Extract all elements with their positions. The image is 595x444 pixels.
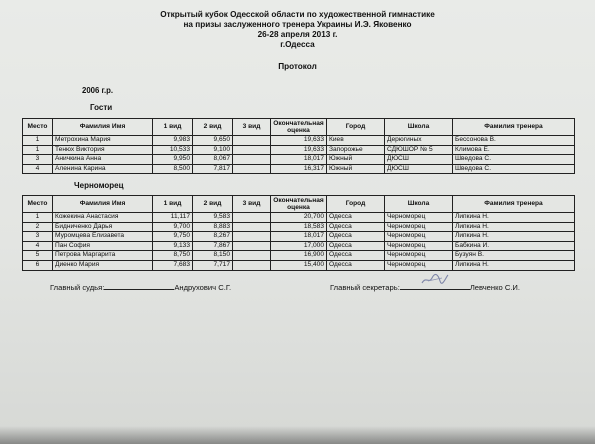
col-vid-3-cell (233, 155, 271, 165)
col-city-header: Город (327, 196, 385, 213)
judge-signature-blank (104, 282, 174, 290)
col-place-header: Место (23, 119, 53, 136)
secretary-label: Главный секретарь: (330, 283, 400, 292)
col-coach-cell: Бабкина И. (453, 241, 575, 251)
col-total-cell: 16,317 (271, 164, 327, 174)
col-vid-1-cell: 9,750 (153, 232, 193, 242)
col-city-cell: Запорожье (327, 145, 385, 155)
col-vid-2-cell: 7,717 (193, 260, 233, 270)
col-coach-cell: Липкина Н. (453, 213, 575, 223)
col-vid-2-cell: 9,100 (193, 145, 233, 155)
col-vid-3-cell (233, 251, 271, 261)
col-vid-2-cell: 9,583 (193, 213, 233, 223)
header-line-2: на призы заслуженного тренера Украины И.Э. Яковенко (183, 20, 412, 29)
col-place-cell: 6 (23, 260, 53, 270)
col-coach-cell: Липкина Н. (453, 232, 575, 242)
col-school-cell: Черноморец (385, 213, 453, 223)
header-line-1: Открытый кубок Одесской области по художественной гимнастике (160, 10, 435, 19)
col-vid-1-cell: 7,683 (153, 260, 193, 270)
col-city-header: Город (327, 119, 385, 136)
col-city-cell: Одесса (327, 260, 385, 270)
col-vid-2-header: 2 вид (193, 196, 233, 213)
col-total-cell: 18,017 (271, 232, 327, 242)
col-place-cell: 4 (23, 164, 53, 174)
document-header (0, 10, 595, 50)
table-header-row (23, 119, 575, 136)
col-total-cell: 18,017 (271, 155, 327, 165)
results-table-guests (22, 118, 575, 174)
col-name-cell: Петрова Маргарита (53, 251, 153, 261)
table-row (23, 241, 575, 251)
table-row (23, 251, 575, 261)
col-coach-header: Фамилия тренера (453, 119, 575, 136)
col-vid-1-cell: 11,117 (153, 213, 193, 223)
col-school-cell: Черноморец (385, 251, 453, 261)
col-coach-cell: Липкина Н. (453, 222, 575, 232)
col-name-cell: Муромцева Елизавета (53, 232, 153, 242)
col-vid-2-cell: 8,150 (193, 251, 233, 261)
table-row (23, 155, 575, 165)
col-place-cell: 1 (23, 145, 53, 155)
col-name-cell: Аничкина Анна (53, 155, 153, 165)
col-name-cell: Диенко Мария (53, 260, 153, 270)
col-vid-2-cell: 9,650 (193, 136, 233, 146)
col-vid-3-header: 3 вид (233, 196, 271, 213)
col-place-cell: 2 (23, 222, 53, 232)
col-place-cell: 1 (23, 136, 53, 146)
col-name-cell: Бидниченко Дарья (53, 222, 153, 232)
secretary-name: Левченко С.И. (469, 283, 521, 292)
col-vid-3-cell (233, 222, 271, 232)
table-row (23, 213, 575, 223)
col-vid-3-cell (233, 232, 271, 242)
col-vid-1-cell: 8,500 (153, 164, 193, 174)
col-vid-2-header: 2 вид (193, 119, 233, 136)
col-coach-cell: Бессонова В. (453, 136, 575, 146)
col-city-cell: Киев (327, 136, 385, 146)
col-total-cell: 20,700 (271, 213, 327, 223)
results-table-chernomorets (22, 195, 575, 271)
col-place-cell: 5 (23, 251, 53, 261)
judge-name: Андрухович С.Г. (174, 283, 232, 292)
col-coach-cell: Климова Е. (453, 145, 575, 155)
table-row (23, 136, 575, 146)
col-place-cell: 4 (23, 241, 53, 251)
table-row (23, 222, 575, 232)
col-coach-cell: Липкина Н. (453, 260, 575, 270)
col-total-cell: 19,633 (271, 145, 327, 155)
protocol-title: Протокол (278, 62, 317, 71)
col-name-cell: Метрохина Мария (53, 136, 153, 146)
col-city-cell: Одесса (327, 222, 385, 232)
header-line-4: г.Одесса (280, 40, 315, 49)
col-coach-cell: Шведова С. (453, 164, 575, 174)
col-name-cell: Тенюх Виктория (53, 145, 153, 155)
col-name-header: Фамилия Имя (53, 196, 153, 213)
col-school-cell: СДЮШОР № 5 (385, 145, 453, 155)
table-row (23, 164, 575, 174)
col-vid-1-header: 1 вид (153, 196, 193, 213)
col-school-cell: Черноморец (385, 260, 453, 270)
col-vid-2-cell: 8,067 (193, 155, 233, 165)
col-city-cell: Одесса (327, 241, 385, 251)
col-coach-cell: Шведова С. (453, 155, 575, 165)
col-vid-1-cell: 9,983 (153, 136, 193, 146)
col-place-cell: 1 (23, 213, 53, 223)
col-total-cell: 19,633 (271, 136, 327, 146)
col-school-cell: Черноморец (385, 222, 453, 232)
col-total-cell: 17,000 (271, 241, 327, 251)
col-vid-1-cell: 10,533 (153, 145, 193, 155)
col-total-cell: 16,900 (271, 251, 327, 261)
col-school-header: Школа (385, 196, 453, 213)
col-school-cell: Дерюгиных (385, 136, 453, 146)
group-title-chernomorets: Черноморец (74, 181, 124, 190)
col-school-cell: Черноморец (385, 241, 453, 251)
col-city-cell: Южный (327, 164, 385, 174)
table-row (23, 232, 575, 242)
col-vid-1-header: 1 вид (153, 119, 193, 136)
col-total-cell: 18,583 (271, 222, 327, 232)
judge-label: Главный судья: (50, 283, 105, 292)
col-vid-2-cell: 8,267 (193, 232, 233, 242)
year-label: 2006 г.р. (82, 86, 114, 95)
col-vid-3-cell (233, 164, 271, 174)
col-city-cell: Одесса (327, 213, 385, 223)
col-school-cell: ДЮСШ (385, 164, 453, 174)
col-name-cell: Кожекина Анастасия (53, 213, 153, 223)
table-row (23, 145, 575, 155)
col-city-cell: Одесса (327, 232, 385, 242)
col-vid-3-header: 3 вид (233, 119, 271, 136)
handwritten-signature-icon (420, 272, 450, 286)
col-name-cell: Пан София (53, 241, 153, 251)
col-place-cell: 3 (23, 232, 53, 242)
col-vid-1-cell: 9,950 (153, 155, 193, 165)
col-vid-1-cell: 8,750 (153, 251, 193, 261)
col-name-header: Фамилия Имя (53, 119, 153, 136)
col-vid-1-cell: 9,700 (153, 222, 193, 232)
group-title-guests: Гости (90, 103, 113, 112)
col-vid-2-cell: 7,817 (193, 164, 233, 174)
col-city-cell: Одесса (327, 251, 385, 261)
col-vid-1-cell: 9,133 (153, 241, 193, 251)
col-vid-3-cell (233, 241, 271, 251)
col-place-cell: 3 (23, 155, 53, 165)
table-row (23, 260, 575, 270)
col-vid-3-cell (233, 260, 271, 270)
col-vid-2-cell: 8,883 (193, 222, 233, 232)
col-name-cell: Аленина Карина (53, 164, 153, 174)
col-school-header: Школа (385, 119, 453, 136)
col-vid-3-cell (233, 136, 271, 146)
col-place-header: Место (23, 196, 53, 213)
col-total-cell: 15,400 (271, 260, 327, 270)
col-vid-2-cell: 7,867 (193, 241, 233, 251)
col-school-cell: Черноморец (385, 232, 453, 242)
col-vid-3-cell (233, 213, 271, 223)
col-total-header: Окончательная оценка (271, 119, 327, 136)
col-city-cell: Южный (327, 155, 385, 165)
col-coach-header: Фамилия тренера (453, 196, 575, 213)
col-total-header: Окончательная оценка (271, 196, 327, 213)
judge-signature-line (50, 282, 231, 292)
header-line-3: 26-28 апреля 2013 г. (257, 30, 338, 39)
col-coach-cell: Бузуян В. (453, 251, 575, 261)
col-vid-3-cell (233, 145, 271, 155)
table-header-row (23, 196, 575, 213)
col-school-cell: ДЮСШ (385, 155, 453, 165)
